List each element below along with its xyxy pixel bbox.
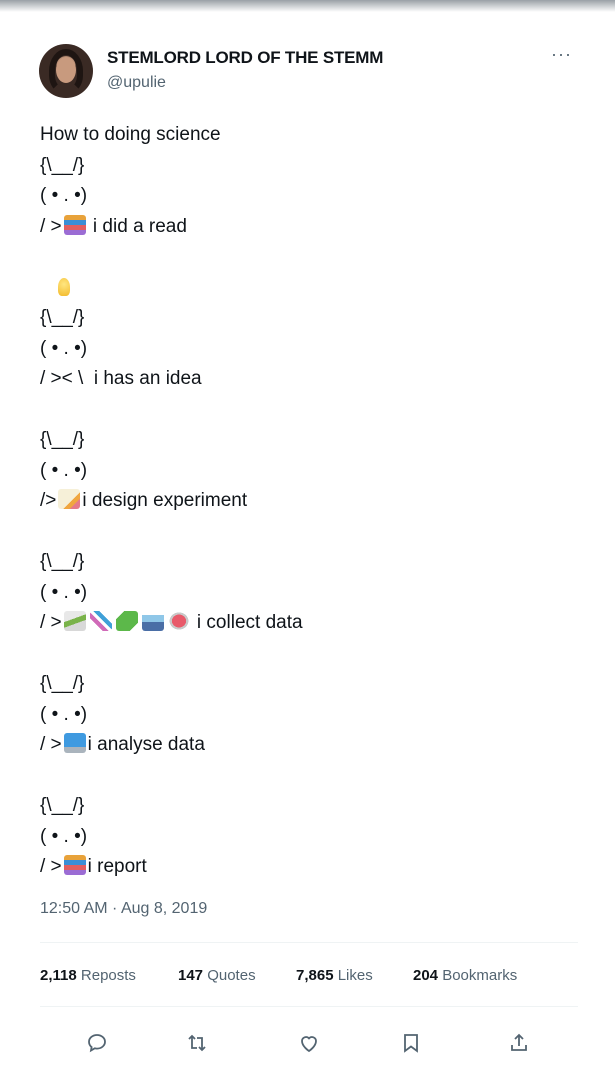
memo-icon bbox=[58, 489, 80, 509]
laptop-icon bbox=[64, 733, 86, 753]
repost-icon[interactable] bbox=[182, 1028, 212, 1058]
blank-line bbox=[40, 517, 580, 548]
post-line bbox=[40, 791, 580, 822]
post-timestamp[interactable]: 12:50 AM · Aug 8, 2019 bbox=[40, 900, 208, 917]
blank-line bbox=[40, 761, 580, 792]
books-icon bbox=[64, 215, 86, 235]
post-line bbox=[40, 486, 580, 517]
like-icon[interactable] bbox=[294, 1028, 324, 1058]
line-text: {\__/} bbox=[40, 795, 85, 816]
post-line bbox=[40, 578, 580, 609]
test-tube-icon bbox=[116, 611, 138, 631]
post-line bbox=[40, 700, 580, 731]
stat-label: Reposts bbox=[80, 967, 136, 984]
post-line bbox=[40, 547, 580, 578]
author-display-name[interactable]: STEMLORD LORD OF THE STEMM bbox=[107, 48, 384, 67]
post-line bbox=[40, 181, 580, 212]
line-text: i report bbox=[87, 856, 147, 877]
stat-label: Bookmarks bbox=[442, 967, 518, 984]
stat-label: Quotes bbox=[207, 967, 256, 984]
stat-count: 147 bbox=[178, 967, 204, 984]
line-prefix: / > bbox=[40, 856, 62, 877]
microscope-icon bbox=[64, 611, 86, 631]
line-text: ( • . •) bbox=[40, 185, 88, 206]
line-prefix: /> bbox=[40, 490, 57, 511]
post-line bbox=[40, 303, 580, 334]
line-text: ( • . •) bbox=[40, 703, 88, 725]
line-text: {\__/} bbox=[40, 551, 85, 572]
line-text: ( • . •) bbox=[40, 459, 88, 481]
line-prefix: / > bbox=[40, 734, 62, 755]
post-line bbox=[40, 608, 580, 639]
stat-reposts[interactable] bbox=[40, 967, 136, 984]
post-line bbox=[40, 456, 580, 487]
books-icon bbox=[64, 855, 86, 875]
stat-count: 204 bbox=[413, 967, 439, 984]
post-line bbox=[40, 822, 580, 853]
line-text: i design experiment bbox=[82, 490, 248, 511]
alembic-icon bbox=[142, 611, 164, 631]
line-prefix: / > bbox=[40, 215, 62, 237]
author-handle[interactable]: @upulie bbox=[107, 74, 166, 91]
line-text: / >< \ i has an idea bbox=[40, 368, 202, 389]
line-text: i did a read bbox=[87, 215, 187, 237]
post-line bbox=[40, 852, 580, 883]
blank-line bbox=[40, 639, 580, 670]
bookmark-icon[interactable] bbox=[396, 1028, 426, 1058]
line-text: {\__/} bbox=[40, 154, 85, 176]
avatar[interactable] bbox=[39, 44, 93, 98]
line-text: {\__/} bbox=[40, 429, 85, 450]
dna-icon bbox=[90, 611, 112, 631]
line-text: {\__/} bbox=[40, 307, 85, 328]
stat-likes[interactable] bbox=[296, 967, 373, 984]
more-options-icon[interactable]: ··· bbox=[551, 44, 572, 64]
post-line bbox=[40, 669, 580, 700]
line-text: i collect data bbox=[191, 612, 303, 633]
post-line bbox=[40, 151, 580, 182]
action-bar bbox=[0, 1028, 615, 1058]
post-line bbox=[40, 334, 580, 365]
line-text: ( • . •) bbox=[40, 825, 88, 847]
post-line bbox=[40, 120, 580, 151]
post-line bbox=[40, 425, 580, 456]
stat-label: Likes bbox=[337, 967, 373, 984]
post-line bbox=[40, 273, 580, 304]
divider-top bbox=[40, 942, 578, 943]
line-text: ( • . •) bbox=[40, 581, 88, 603]
stat-quotes[interactable] bbox=[178, 967, 256, 984]
post-line bbox=[40, 364, 580, 395]
post-line bbox=[40, 212, 580, 243]
post-line bbox=[40, 730, 580, 761]
divider-bottom bbox=[40, 1006, 578, 1007]
reply-icon[interactable] bbox=[82, 1028, 112, 1058]
line-text: {\__/} bbox=[40, 673, 85, 694]
avatar-face bbox=[56, 57, 76, 83]
blank-line bbox=[40, 242, 580, 273]
line-prefix: / > bbox=[40, 612, 62, 633]
lightbulb-icon bbox=[58, 278, 70, 296]
line-text: How to doing science bbox=[40, 124, 221, 145]
petri-dish-icon bbox=[168, 611, 190, 631]
line-text: i analyse data bbox=[87, 734, 205, 755]
line-text: ( • . •) bbox=[40, 337, 88, 359]
stat-bookmarks[interactable] bbox=[413, 967, 517, 984]
post-body bbox=[40, 120, 580, 883]
share-icon[interactable] bbox=[504, 1028, 534, 1058]
stat-count: 2,118 bbox=[40, 967, 77, 984]
blank-line bbox=[40, 395, 580, 426]
stat-count: 7,865 bbox=[296, 967, 334, 984]
